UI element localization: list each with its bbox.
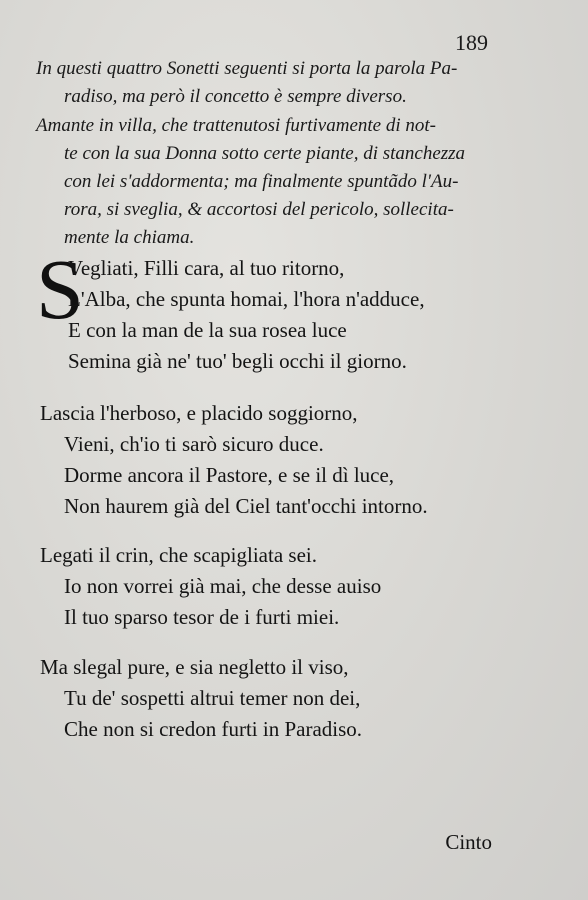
intro-note [36,55,526,111]
verse-line: Semina già ne' tuo' begli occhi il giorno. [68,349,407,373]
argument-line: te con la sua Donna sotto certe piante, di stanchezza [64,143,466,164]
argument-line: rora, si sveglia, & accortosi del pericolo, sollecita- [64,199,454,220]
drop-capital: S [36,241,84,337]
verse-line: Legati il crin, che scapigliata sei. [40,543,317,567]
verse-line: Tu de' sospetti altrui temer non dei, [64,686,361,710]
verse-line: Non haurem già del Ciel tant'occhi intorno. [64,494,428,518]
intro-note-line: radiso, ma però il concetto è sempre diverso. [64,86,407,107]
verse-line: Ma slegal pure, e sia negletto il viso, [40,655,349,679]
catchword: Cinto [445,830,492,854]
verse-line: E con la man de la sua rosea luce [68,318,347,342]
argument-line: con lei s'addormenta; ma finalmente spuntãdo l'Au- [64,171,459,192]
intro-note-line: In questi quattro Sonetti seguenti si porta la parola Pa- [36,58,458,79]
verse-line: Il tuo sparso tesor de i furti miei. [64,605,340,629]
verse-line: L'Alba, che spunta homai, l'hora n'adduce, [68,287,425,311]
argument-line: mente la chiama. [64,227,195,248]
verse-line: Io non vorrei già mai, che desse auiso [64,574,382,598]
stanza-1 [68,253,568,377]
verse-line: Che non si credon furti in Paradiso. [64,717,363,741]
stanza-3 [40,540,540,633]
verse-line: Dorme ancora il Pastore, e se il dì luce, [64,463,395,487]
verse-line: Vegliati, Filli cara, al tuo ritorno, [68,256,345,280]
page-number: 189 [455,30,488,55]
stanza-2 [40,398,540,522]
sonnet-argument [36,112,526,252]
stanza-4 [40,652,540,745]
verse-line: Vieni, ch'io ti sarò sicuro duce. [64,432,324,456]
argument-line: Amante in villa, che trattenutosi furtivamente di not- [36,115,436,136]
verse-line: Lascia l'herboso, e placido soggiorno, [40,401,358,425]
